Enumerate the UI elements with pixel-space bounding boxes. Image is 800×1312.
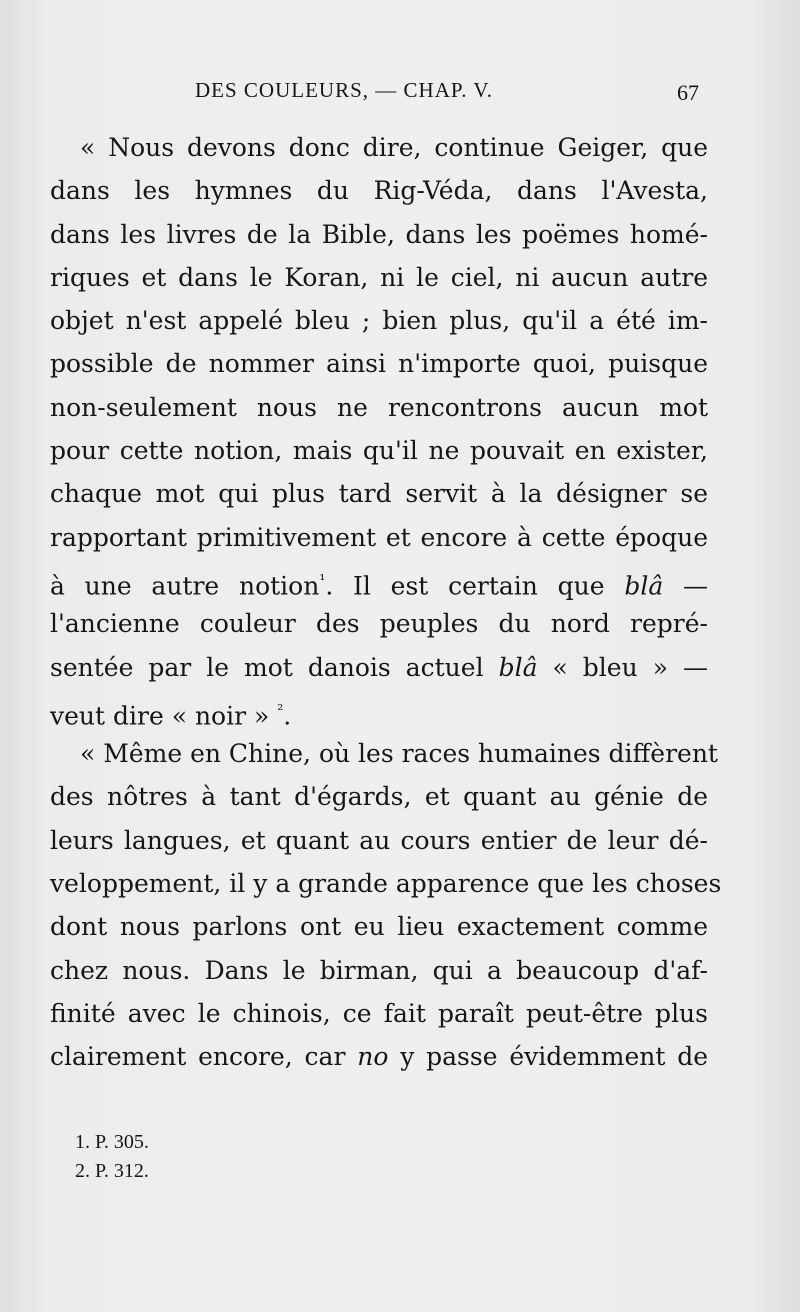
text-line: veloppement, il y a grande apparence que les choses (50, 869, 722, 899)
body-text (50, 126, 722, 1079)
footnote-ref-1: ¹ (319, 570, 326, 589)
text-line (50, 1035, 708, 1078)
footnotes (75, 1128, 149, 1186)
running-title: DES COULEURS, — CHAP. V. (195, 78, 494, 102)
text-line: dans les livres de la Bible, dans les poëmes homé- (50, 219, 708, 249)
text-line: objet n'est appelé bleu ; bien plus, qu'il a été im- (50, 306, 708, 336)
italic-word: no (357, 1042, 389, 1072)
text-line: chez nous. Dans le birman, qui a beaucoup d'af- (50, 955, 708, 985)
text-run: y passe évidemment de (388, 1042, 708, 1072)
text-line: dont nous parlons ont eu lieu exactement comme (50, 912, 708, 942)
text-run: . Il est certain que (325, 571, 625, 601)
text-line: l'ancienne couleur des peuples du nord repré- (50, 609, 708, 639)
footnote-2: 2. P. 312. (75, 1160, 149, 1182)
page-number: 67 (677, 80, 699, 105)
text-line: non-seulement nous ne rencontrons aucun mot (50, 392, 708, 422)
text-run: veut dire « noir » (50, 701, 278, 731)
text-run: . (283, 701, 292, 731)
text-line: « Nous devons donc dire, continue Geiger, que (80, 133, 708, 162)
text-run: à une autre notion (50, 571, 320, 601)
text-run: « bleu » — (537, 652, 708, 682)
text-run: — (663, 571, 708, 601)
text-line: riques et dans le Koran, ni le ciel, ni aucun autre (50, 262, 708, 292)
text-line: rapportant primitivement et encore à cette époque (50, 522, 708, 552)
footnote-ref-2: ² (277, 700, 284, 719)
text-line: « Même en Chine, où les races humaines diffèrent (80, 739, 718, 769)
text-line (50, 559, 708, 602)
text-line: chaque mot qui plus tard servit à la désigner se (50, 479, 708, 509)
text-line: pour cette notion, mais qu'il ne pouvait en exister, (50, 436, 708, 466)
text-line: dans les hymnes du Rig-Véda, dans l'Avesta, (50, 176, 708, 206)
text-line: possible de nommer ainsi n'importe quoi, puisque (50, 349, 708, 379)
text-run: sentée par le mot danois actuel (50, 652, 499, 682)
text-line (50, 646, 708, 689)
text-line (50, 689, 708, 732)
text-line: finité avec le chinois, ce fait paraît peut-être plus (50, 998, 708, 1028)
italic-word: blâ (498, 652, 538, 682)
text-line: leurs langues, et quant au cours entier de leur dé- (50, 825, 708, 855)
text-run: clairement encore, car (50, 1042, 358, 1072)
text-line: des nôtres à tant d'égards, et quant au génie de (50, 782, 708, 812)
footnote-1: 1. P. 305. (75, 1131, 149, 1153)
italic-word: blâ (624, 571, 664, 601)
